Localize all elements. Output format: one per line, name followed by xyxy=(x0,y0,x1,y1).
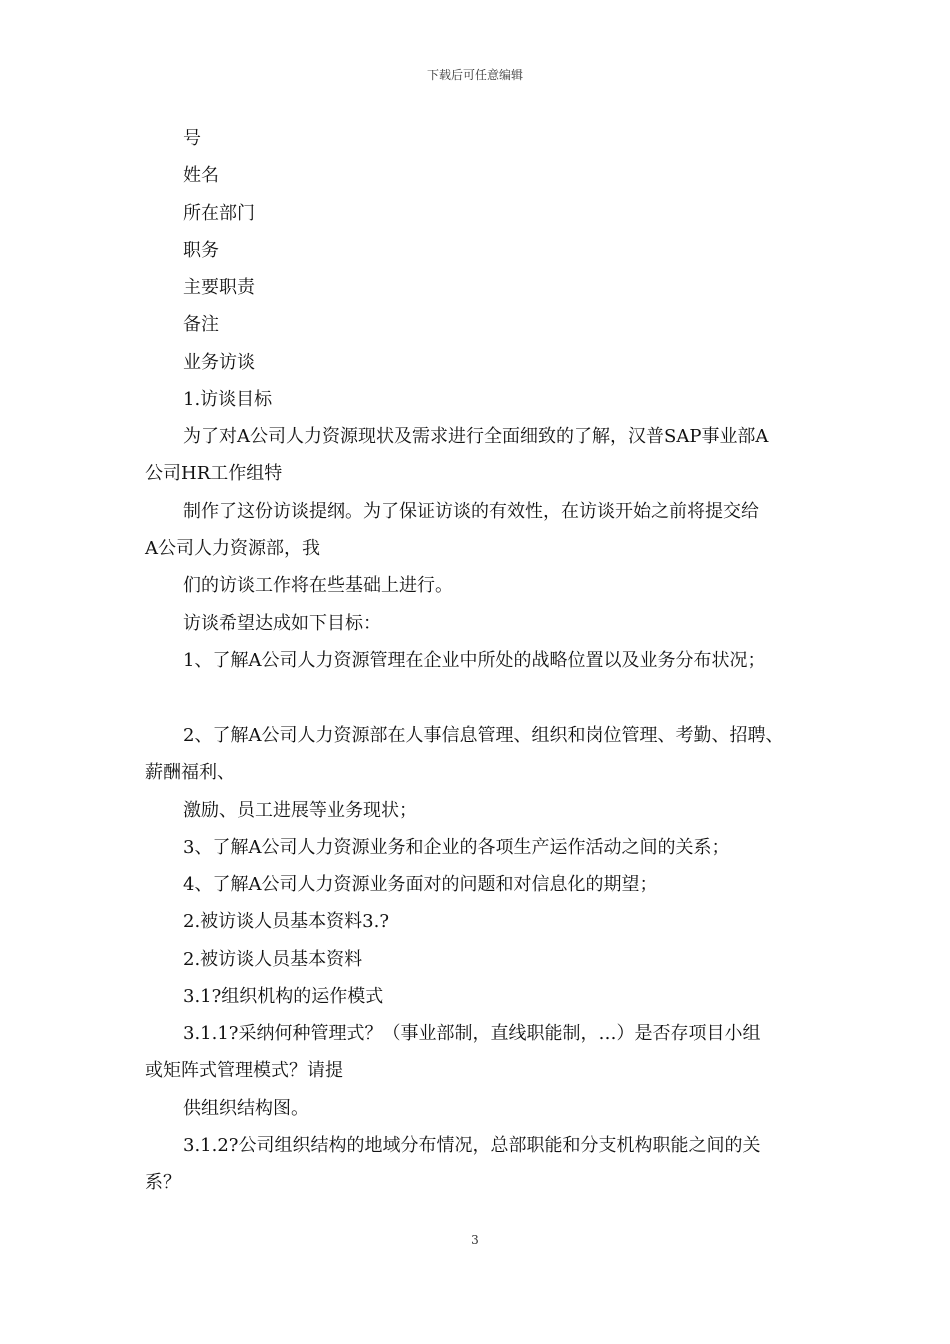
list-item: 1、了解A公司人力资源管理在企业中所处的战略位置以及业务分布状况； xyxy=(183,650,766,671)
list-item: 激励、员工进展等业务现状； xyxy=(183,800,417,821)
paragraph-line: 供组织结构图。 xyxy=(183,1098,309,1119)
section-heading: 3.1?组织机构的运作模式 xyxy=(183,986,384,1007)
list-item: 4、了解A公司人力资源业务面对的问题和对信息化的期望； xyxy=(183,874,658,895)
paragraph-line: 为了对A公司人力资源现状及需求进行全面细致的了解，汉普SAP事业部A xyxy=(183,426,769,447)
paragraph-line: 公司HR工作组特 xyxy=(145,463,283,484)
list-item: 3、了解A公司人力资源业务和企业的各项生产运作活动之间的关系； xyxy=(183,837,730,858)
page-number: 3 xyxy=(471,1233,479,1247)
paragraph-line: 或矩阵式管理模式？请提 xyxy=(145,1060,343,1081)
text-line: 主要职责 xyxy=(183,277,255,298)
section-heading: 1.访谈目标 xyxy=(183,389,273,410)
text-line: 号 xyxy=(183,128,201,149)
list-item: 薪酬福利、 xyxy=(145,762,235,783)
paragraph-line: 3.1.1?采纳何种管理式？（事业部制，直线职能制，…）是否存项目小组 xyxy=(183,1023,761,1044)
text-line: 备注 xyxy=(183,314,219,335)
page-header: 下载后可任意编辑 xyxy=(426,68,523,82)
paragraph-line: 系？ xyxy=(145,1172,181,1193)
paragraph-line: 访谈希望达成如下目标： xyxy=(183,613,381,634)
text-line: 姓名 xyxy=(183,165,219,186)
paragraph-line: 们的访谈工作将在些基础上进行。 xyxy=(183,575,453,596)
section-heading: 2.被访谈人员基本资料3.? xyxy=(183,911,389,932)
section-heading: 2.被访谈人员基本资料 xyxy=(183,949,363,970)
paragraph-line: 制作了这份访谈提纲。为了保证访谈的有效性，在访谈开始之前将提交给 xyxy=(183,501,759,522)
paragraph-line: A公司人力资源部，我 xyxy=(145,538,320,559)
list-item: 2、了解A公司人力资源部在人事信息管理、组织和岗位管理、考勤、招聘、 xyxy=(183,725,784,746)
paragraph-line: 3.1.2?公司组织结构的地域分布情况，总部职能和分支机构职能之间的关 xyxy=(183,1135,761,1156)
text-line: 所在部门 xyxy=(183,203,255,224)
section-heading: 业务访谈 xyxy=(183,352,255,373)
text-line: 职务 xyxy=(183,240,219,261)
